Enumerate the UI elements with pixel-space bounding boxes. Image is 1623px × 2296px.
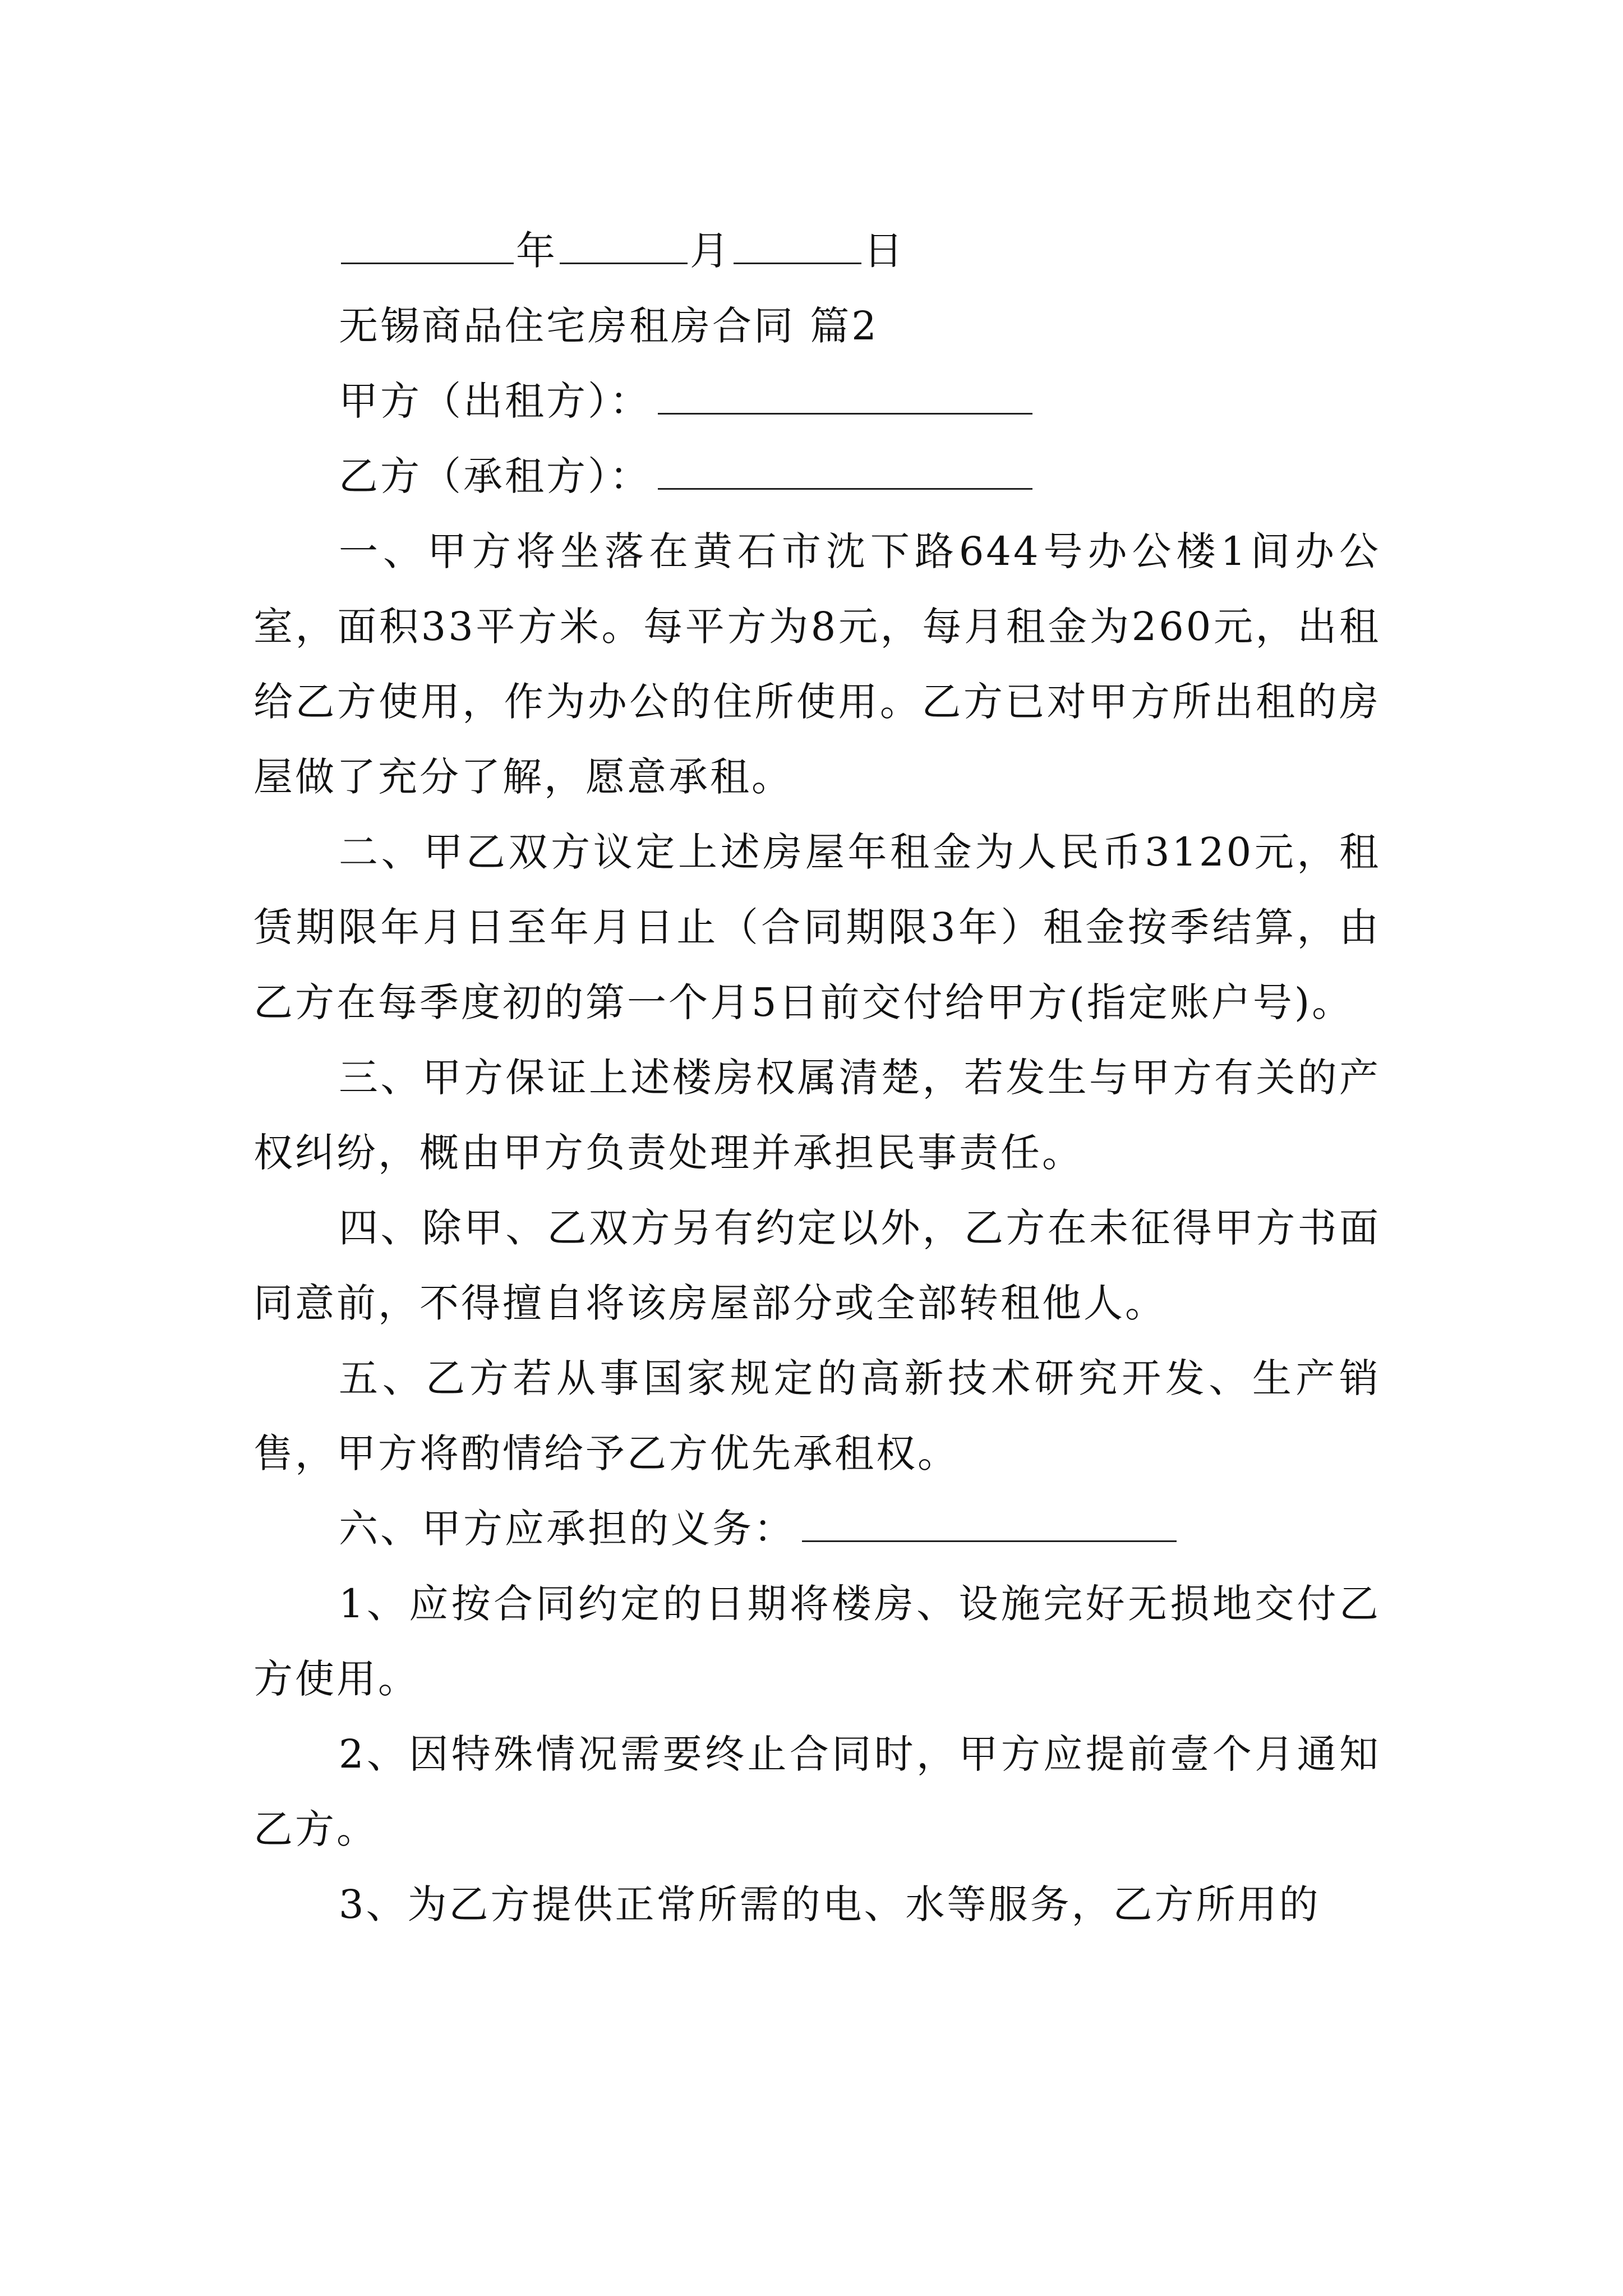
clause-6-item-3: 3、为乙方提供正常所需的电、水等服务，乙方所用的 (339, 1881, 1321, 1927)
clause-6-item-1: 1、应按合同约定的日期将楼房、设施完好无损地交付乙方使用。 (253, 1581, 1381, 1702)
day-label: 日 (864, 228, 905, 274)
clause-3: 三、甲方保证上述楼房权属清楚，若发生与甲方有关的产权纠纷，概由甲方负责处理并承担民事责任。 (253, 1055, 1381, 1176)
clause-4: 四、除甲、乙双方另有约定以外，乙方在未征得甲方书面同意前，不得擅自将该房屋部分或全部转租他人。 (253, 1205, 1381, 1326)
day-blank (734, 222, 861, 264)
year-label: 年 (516, 228, 557, 274)
clause-2: 二、甲乙双方议定上述房屋年租金为人民币3120元，租赁期限年月日至年月日止（合同期限3年）租金按季结算，由乙方在每季度初的第一个月5日前交付给甲方(指定账户号)。 (253, 829, 1381, 1025)
party-a-blank (658, 372, 1032, 415)
year-blank (341, 222, 514, 264)
party-b-line (253, 439, 1381, 514)
party-a-label: 甲方（出租方）： (339, 378, 651, 424)
clause-6-blank (802, 1500, 1177, 1542)
party-b-label: 乙方（承租方）： (339, 453, 651, 499)
month-blank (560, 222, 688, 264)
document-body (253, 213, 1381, 1942)
party-a-line (253, 364, 1381, 439)
month-label: 月 (690, 228, 731, 274)
clause-1: 一、甲方将坐落在黄石市沈下路644号办公楼1间办公室，面积33平方米。每平方为8元，每月租金为260元，出租给乙方使用，作为办公的住所使用。乙方已对甲方所出租的房屋做了充分了解，愿意承租。 (253, 528, 1381, 800)
contract-title: 无锡商品住宅房租房合同 篇2 (339, 303, 879, 349)
clause-6-item-2: 2、因特殊情况需要终止合同时，甲方应提前壹个月通知乙方。 (253, 1731, 1381, 1852)
clause-5: 五、乙方若从事国家规定的高新技术研究开发、生产销售，甲方将酌情给予乙方优先承租权。 (253, 1355, 1381, 1476)
party-b-blank (658, 448, 1032, 490)
clause-6-heading (253, 1491, 1381, 1566)
clause-6-label: 六、甲方应承担的义务： (339, 1506, 795, 1552)
date-line (253, 213, 1381, 288)
